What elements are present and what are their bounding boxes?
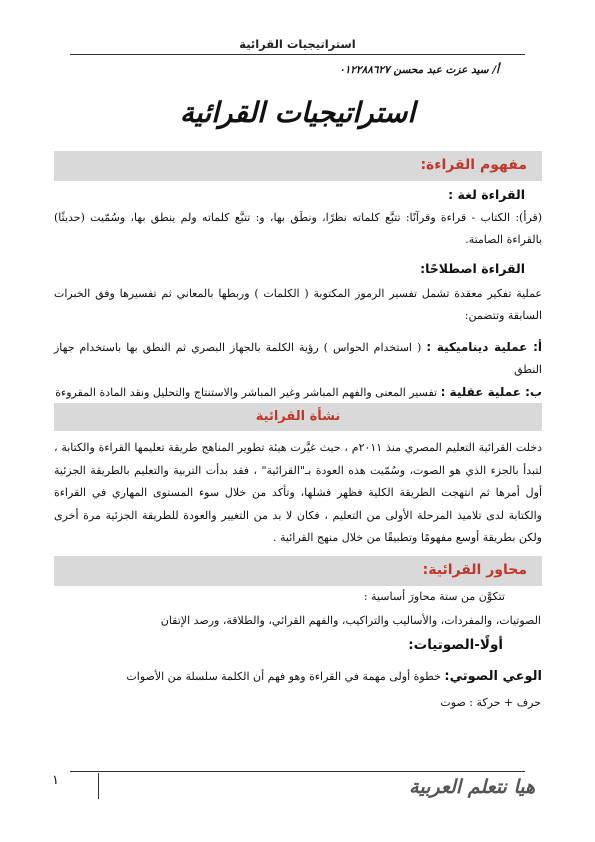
- phonics-heading: أولًا-الصوتيات:: [408, 637, 503, 653]
- lang-definition: (قرأ): الكتاب - قراءة وقرآنًا: تتبَّع كلماته نظرًا، ونطَق بها، و: تتبَّع كلماته ولم ينطق بها، وسُمّيت (حديثًا) بالقراءة الصامتة.: [54, 211, 542, 246]
- lang-heading: القراءة لغة :: [448, 187, 525, 202]
- sound-formula: حرف + حركة : صوت: [440, 696, 541, 709]
- dynamic-process: [54, 336, 542, 381]
- page-number: ١: [52, 773, 59, 788]
- section-heading-axes: محاور القرائية:: [422, 562, 527, 578]
- header-title: استراتيجيات القرائية: [239, 37, 356, 51]
- origin-paragraph: دخلت القرائية التعليم المصري منذ ٢٠١١م ، حيث غيَّرت هيئة تطوير المناهج طريقة تعليمها القراءة والكتابة ، لتبدأ بالجزء الذي هو الصوت، وسُمّيت هذه العودة بـ"القرائية" ، فقد بدأت التربية والتعليم بالطريقة الجزئية أول أمرها ثم انتهجت الطريقة الكلية فظهر فشلها، وتأكد من خلال سوء المستوى المهاري في القراءة والكتابة لدى تلاميذ المرحلة الأولى من التعليم ، فكان لا بد من التغيير والعودة للطريقة الجزئية مرة أخرى ولكن بطريقة أوسع مفهومًا وتطبيقًا من خلال منهج القرائية .: [54, 441, 542, 544]
- phonemic-awareness: [54, 666, 542, 688]
- author-line: أ/ سيد عزت عبد محسن ٠١٢٢٨٨٦٢٧: [339, 64, 499, 76]
- dynamic-label: أ: عملية ديناميكية :: [426, 340, 542, 354]
- mental-process: [54, 381, 542, 404]
- axes-list: الصوتيات، والمفردات، والأساليب والتراكيب، والفهم القرائي، والطلاقة، ورصد الإتقان: [160, 614, 541, 627]
- mental-text: تفسير المعنى والفهم المباشر وغير المباشر والاستنتاج والتحليل ونقد المادة المقروءة: [55, 386, 438, 399]
- footer-separator: [98, 773, 99, 799]
- term-definition: عملية تفكير معقدة تشمل تفسير الرموز المكتوبة ( الكلمات ) وربطها بالمعاني ثم تفسيرها وفق الخبرات السابقة وتتضمن:: [54, 287, 542, 322]
- awareness-label: الوعي الصوتي:: [444, 669, 542, 684]
- dynamic-text: ( استخدام الحواس ) رؤية الكلمة بالجهاز البصري ثم النطق بها باستخدام جهاز النطق: [54, 341, 542, 376]
- header-divider: [70, 54, 525, 55]
- axes-intro: تتكوَّن من ستة محاورَ أساسية :: [363, 590, 505, 603]
- page-title: استراتيجيات القرائية: [179, 96, 416, 129]
- mental-label: ب: عملية عقلية :: [440, 385, 542, 399]
- term-heading: القراءة اصطلاحًا:: [420, 261, 525, 276]
- section-heading-concept: مفهوم القراءة:: [420, 157, 527, 173]
- logo: هيا نتعلم العربية: [409, 776, 535, 798]
- footer-divider: [70, 771, 525, 772]
- awareness-text: خطوة أولى مهمة في القراءة وهو فهم أن الكلمة سلسلة من الأصوات: [126, 670, 441, 683]
- section-heading-origin: نشأة القرائية: [255, 409, 341, 424]
